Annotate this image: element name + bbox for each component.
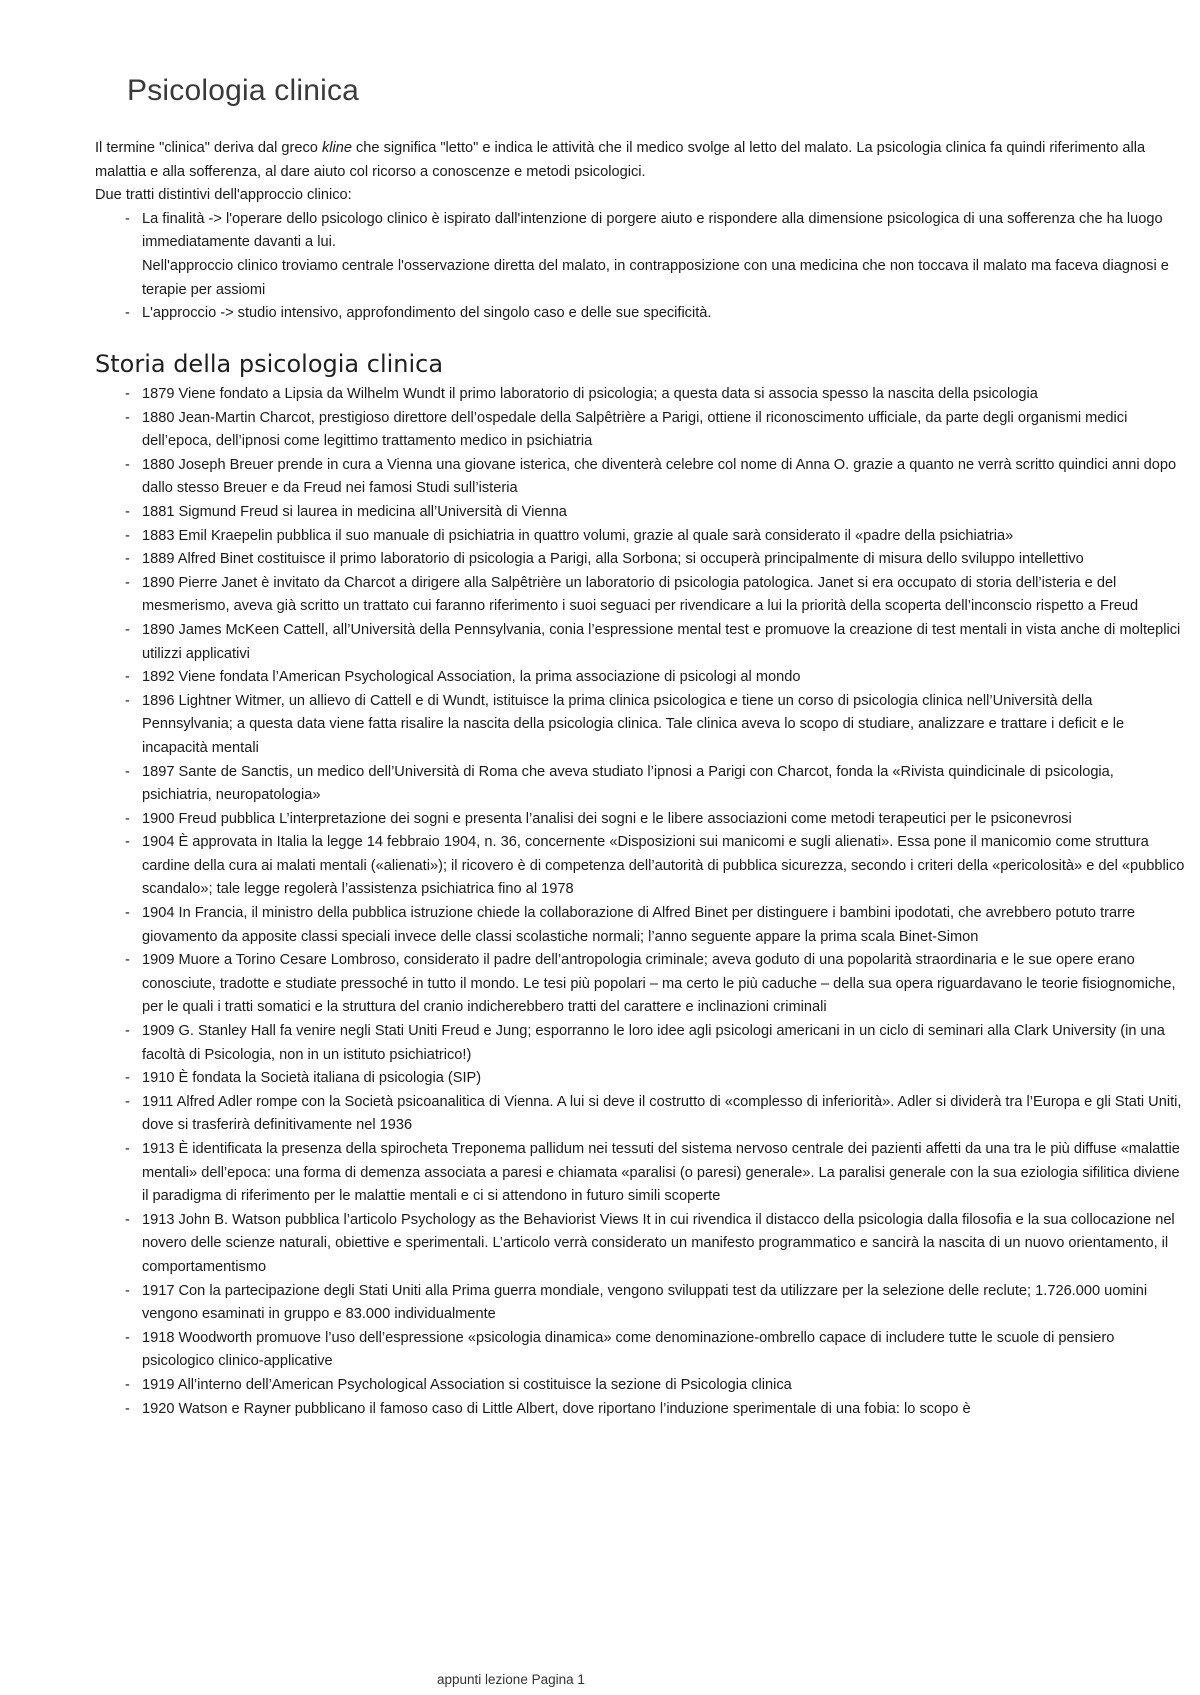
intro-text-start: Il termine "clinica" deriva dal greco — [95, 140, 322, 156]
timeline-item: - 1909 Muore a Torino Cesare Lombroso, considerato il padre dell’antropologia criminale; aveva goduto di una popolarità straordinaria e le sue opere erano conosciute, tradotte e studiate pressoché in tutto il mondo. Le tesi più popolari – ma certo le più caduche – della sua opera riguardavano le teorie fisiognomiche, per le quali i tratti somatici e la struttura del cranio indicherebbero tratti del carattere e inclinazioni criminali — [95, 949, 1187, 1020]
timeline-item: - 1918 Woodworth promuove l’uso dell’espressione «psicologia dinamica» come denominazione-ombrello capace di includere tutte le scuole di pensiero psicologico clinico-applicative — [95, 1327, 1187, 1374]
page-footer: appunti lezione Pagina 1 — [437, 1672, 585, 1687]
intro-paragraph — [95, 137, 1185, 184]
section-title-storia: Storia della psicologia clinica — [95, 350, 444, 378]
timeline-item: - 1892 Viene fondata l’American Psychological Association, la prima associazione di psicologi al mondo — [95, 666, 1187, 690]
timeline-item: - 1917 Con la partecipazione degli Stati Uniti alla Prima guerra mondiale, vengono sviluppati test da utilizzare per la selezione delle reclute; 1.726.000 uomini vengono esaminati in gruppo e 83.000 individualmente — [95, 1280, 1187, 1327]
timeline-item: - 1880 Joseph Breuer prende in cura a Vienna una giovane isterica, che diventerà celebre col nome di Anna O. grazie a quanto ne verrà scritto quindici anni dopo dallo stesso Breuer e da Freud nei famosi Studi sull’isteria — [95, 454, 1187, 501]
intro-text-end: che significa "letto" e indica le attività che il medico svolge al letto del malato. La psicologia clinica fa quindi riferimento alla malattia e alla sofferenza, al dare aiuto col ricorso a conoscenze e metodi psicologici. — [95, 140, 1146, 180]
timeline-item: - 1890 James McKeen Cattell, all’Università della Pennsylvania, conia l’espressione mental test e promuove la creazione di test mentali in vista anche di molteplici utilizzi applicativi — [95, 619, 1187, 666]
timeline-item: - 1920 Watson e Rayner pubblicano il famoso caso di Little Albert, dove riportano l’induzione sperimentale di una fobia: lo scopo è — [95, 1398, 1187, 1422]
trait-finalita-text: - La finalità -> l'operare dello psicologo clinico è ispirato dall'intenzione di porgere aiuto e rispondere alla dimensione psicologica di una sofferenza che ha luogo immediatamente davanti a lui. — [142, 210, 1163, 251]
trait-item-approccio: - L'approccio -> studio intensivo, approfondimento del singolo caso e delle sue specificità. — [95, 302, 1185, 326]
timeline-item: - 1879 Viene fondato a Lipsia da Wilhelm Wundt il primo laboratorio di psicologia; a questa data si associa spesso la nascita della psicologia — [95, 383, 1187, 407]
timeline-item: - 1881 Sigmund Freud si laurea in medicina all’Università di Vienna — [95, 501, 1187, 525]
timeline-item: - 1889 Alfred Binet costituisce il primo laboratorio di psicologia a Parigi, alla Sorbona; si occuperà principalmente di misura dello sviluppo intellettivo — [95, 548, 1187, 572]
timeline-item: - 1890 Pierre Janet è invitato da Charcot a dirigere alla Salpêtrière un laboratorio di psicologia patologica. Janet si era occupato di storia dell’isteria e del mesmerismo, aveva già scritto un trattato cui faranno riferimento i suoi seguaci per rivendicare a lui la priorità della scoperta dell’inconscio rispetto a Freud — [95, 572, 1187, 619]
timeline-item: - 1919 All’interno dell’American Psychological Association si costituisce la sezione di Psicologia clinica — [95, 1374, 1187, 1398]
timeline-item: - 1904 È approvata in Italia la legge 14 febbraio 1904, n. 36, concernente «Disposizioni sui manicomi e sugli alienati». Essa pone il manicomio come struttura cardine della cura ai malati mentali («alienati»); il ricovero è di competenza dell’autorità di pubblica sicurezza, secondo i criteri della «pericolosità» e del «pubblico scandalo»; tale legge regolerà l’assistenza psichiatrica fino al 1978 — [95, 831, 1187, 902]
timeline-item: - 1880 Jean-Martin Charcot, prestigioso direttore dell’ospedale della Salpêtrière a Parigi, ottiene il riconoscimento ufficiale, da parte degli organismi medici dell’epoca, dell’ipnosi come legittimo trattamento medico in psichiatria — [95, 407, 1187, 454]
intro-section — [95, 137, 1185, 326]
timeline-item: - 1913 John B. Watson pubblica l’articolo Psychology as the Behaviorist Views It in cui rivendica il distacco della psicologia dalla filosofia e la sua collocazione nel novero delle scienze naturali, obiettive e sperimentali. L’articolo verrà considerato un manifesto programmatico e sancirà la nascita di un nuovo orientamento, il comportamentismo — [95, 1209, 1187, 1280]
trait-item-finalita — [95, 208, 1185, 302]
timeline-item: - 1897 Sante de Sanctis, un medico dell’Università di Roma che aveva studiato l’ipnosi a Parigi con Charcot, fonda la «Rivista quindicinale di psicologia, psichiatria, neuropatologia» — [95, 761, 1187, 808]
timeline-item: - 1896 Lightner Witmer, un allievo di Cattell e di Wundt, istituisce la prima clinica psicologica e tiene un corso di psicologia clinica nell’Università della Pennsylvania; a questa data viene fatta risalire la nascita della psicologia clinica. Tale clinica aveva lo scopo di studiare, analizzare e trattare i deficit e le incapacità mentali — [95, 690, 1187, 761]
trait-finalita-continuation: Nell'approccio clinico troviamo centrale l'osservazione diretta del malato, in contrapposizione con una medicina che non toccava il malato ma faceva diagnosi e terapie per assiomi — [142, 257, 1169, 298]
timeline-item: - 1904 In Francia, il ministro della pubblica istruzione chiede la collaborazione di Alfred Binet per distinguere i bambini ipodotati, che avrebbero potuto trarre giovamento da apposite classi speciali invece delle classi scolastiche normali; l’anno seguente appare la prima scala Binet-Simon — [95, 902, 1187, 949]
page-title: Psicologia clinica — [127, 74, 360, 107]
intro-traits-heading: Due tratti distintivi dell'approccio clinico: — [95, 187, 352, 204]
timeline-item: - 1883 Emil Kraepelin pubblica il suo manuale di psichiatria in quattro volumi, grazie al quale sarà considerato il «padre della psichiatria» — [95, 525, 1187, 549]
history-timeline-list — [95, 383, 1187, 1421]
timeline-item: - 1913 È identificata la presenza della spirocheta Treponema pallidum nei tessuti del sistema nervoso centrale dei pazienti affetti da una tra le più diffuse «malattie mentali» dell’epoca: una forma di demenza associata a paresi e chiamata «paralisi (o paresi) generale». La paralisi generale con la sua eziologia sifilitica diviene il paradigma di riferimento per le malattie mentali e ci si attendono in futuro simili scoperte — [95, 1138, 1187, 1209]
timeline-item: - 1911 Alfred Adler rompe con la Società psicoanalitica di Vienna. A lui si deve il costrutto di «complesso di inferiorità». Adler si dividerà tra l’Europa e gli Stati Uniti, dove si trasferirà definitivamente nel 1936 — [95, 1091, 1187, 1138]
traits-list — [95, 208, 1185, 326]
timeline-item: - 1910 È fondata la Società italiana di psicologia (SIP) — [95, 1067, 1187, 1091]
timeline-item: - 1900 Freud pubblica L’interpretazione dei sogni e presenta l’analisi dei sogni e le libere associazioni come metodi terapeutici per le psiconevrosi — [95, 808, 1187, 832]
kline-word: kline — [321, 140, 352, 156]
timeline-item: - 1909 G. Stanley Hall fa venire negli Stati Uniti Freud e Jung; esporranno le loro idee agli psicologi americani in un ciclo di seminari alla Clark University (in una facoltà di Psicologia, non in un istituto psichiatrico!) — [95, 1020, 1187, 1067]
history-section — [95, 383, 1187, 1421]
